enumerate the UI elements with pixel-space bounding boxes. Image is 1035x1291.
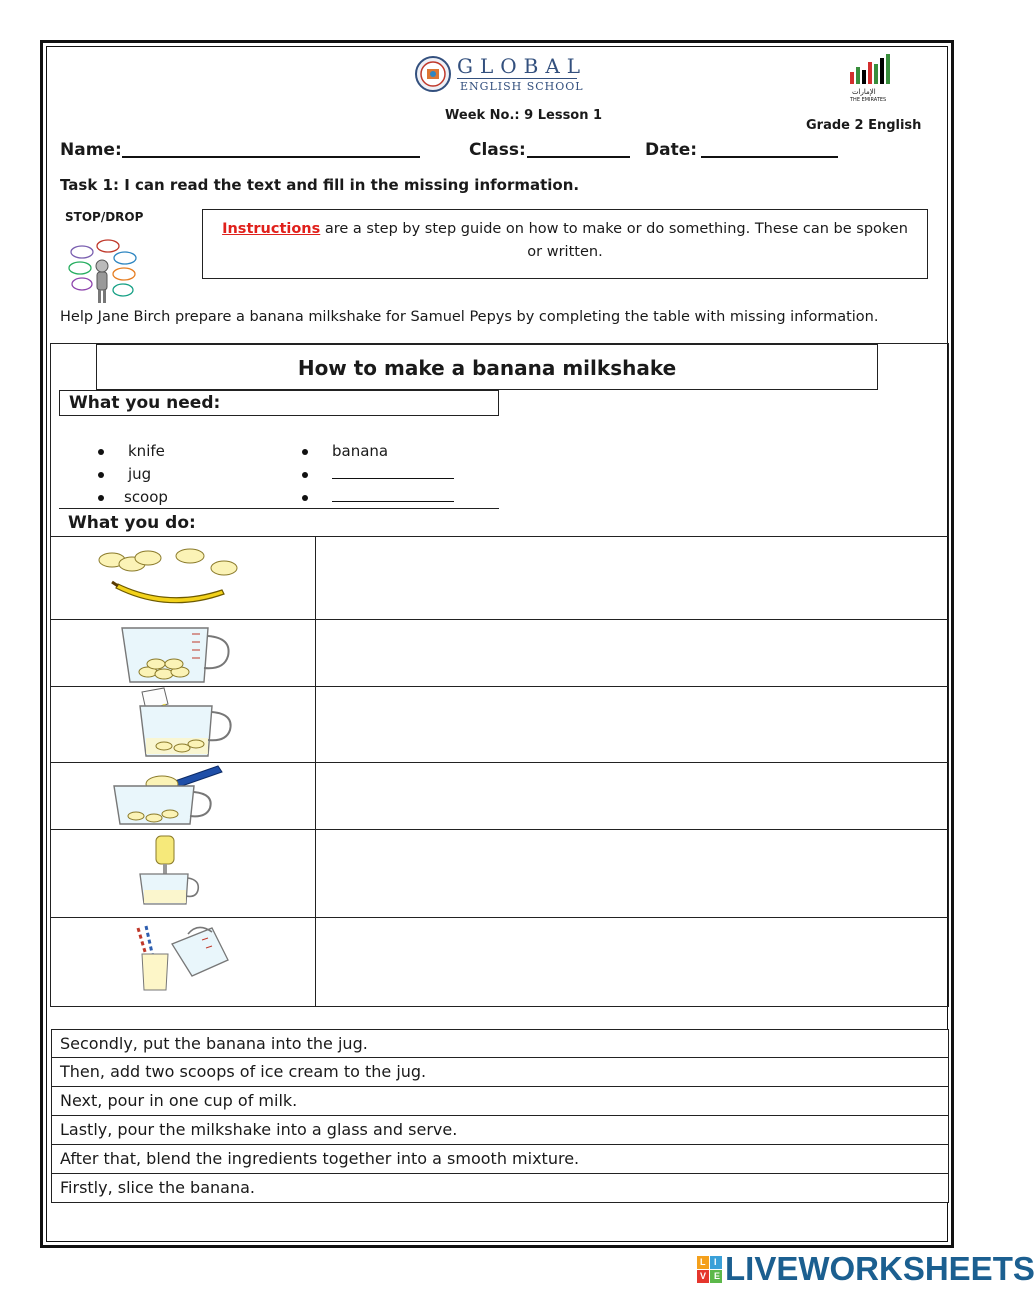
class-field[interactable]: [527, 142, 630, 158]
date-label: Date:: [645, 140, 698, 160]
ingredient-item: scoop: [98, 488, 168, 506]
instructions-text: are a step by step guide on how to make or do something. These can be spoken or written.: [320, 221, 908, 260]
logo-badge-letters: L I V E: [700, 1257, 721, 1281]
sentence-option[interactable]: Secondly, put the banana into the jug.: [51, 1029, 949, 1058]
name-label: Name:: [60, 140, 122, 160]
grade-label: Grade 2 English: [806, 118, 922, 133]
ingredient-blank[interactable]: [302, 488, 454, 506]
do-heading: What you do:: [68, 513, 196, 533]
need-bottom-rule: [59, 508, 499, 509]
ice-cream-scoop-icon: [110, 764, 226, 826]
week-lesson-label: Week No.: 9 Lesson 1: [445, 108, 603, 123]
date-field[interactable]: [701, 142, 838, 158]
step-1-answer[interactable]: [316, 537, 948, 619]
ingredient-item: banana: [302, 442, 388, 460]
emirates-label: THE EMIRATES: [850, 97, 887, 103]
blender-icon: [132, 834, 202, 906]
school-crest-icon: [415, 56, 451, 92]
sentence-option[interactable]: Lastly, pour the milkshake into a glass and serve.: [51, 1116, 949, 1145]
ingredient-item: knife: [98, 442, 165, 460]
step-5-answer[interactable]: [316, 830, 948, 917]
logo-divider: [457, 78, 577, 79]
emirates-arabic: الإمارات: [852, 88, 876, 96]
need-heading: What you need:: [59, 390, 499, 416]
steps-thinking-icon: [68, 232, 138, 306]
instructions-box: [202, 209, 928, 279]
step-6-answer[interactable]: [316, 918, 948, 1006]
name-field[interactable]: [122, 142, 420, 158]
emirates-logo-icon: [848, 52, 894, 92]
jug-with-banana-icon: [118, 624, 236, 684]
sentence-option[interactable]: Then, add two scoops of ice cream to the jug.: [51, 1058, 949, 1087]
help-text: Help Jane Birch prepare a banana milkshake for Samuel Pepys by completing the table with missing information.: [60, 309, 879, 325]
stop-drop-label: STOP/DROP: [65, 210, 144, 224]
step-3-answer[interactable]: [316, 687, 948, 762]
sentence-option[interactable]: Firstly, slice the banana.: [51, 1174, 949, 1203]
ingredient-item: jug: [98, 465, 151, 483]
task-title: Task 1: I can read the text and fill in the missing information.: [60, 176, 580, 194]
recipe-title: How to make a banana milkshake: [96, 344, 878, 390]
step-4-answer[interactable]: [316, 763, 948, 829]
class-label: Class:: [469, 140, 526, 160]
sentence-option[interactable]: After that, blend the ingredients together into a smooth mixture.: [51, 1145, 949, 1174]
glass-serve-icon: [132, 926, 232, 992]
sentence-option[interactable]: Next, pour in one cup of milk.: [51, 1087, 949, 1116]
school-name-sub: ENGLISH SCHOOL: [460, 80, 584, 93]
school-name-main: GLOBAL: [457, 54, 588, 78]
pour-milk-icon: [134, 688, 236, 758]
liveworksheets-brand[interactable]: LIVEWORKSHEETS: [725, 1250, 1035, 1287]
instructions-keyword: Instructions: [222, 221, 321, 237]
ingredient-blank[interactable]: [302, 465, 454, 483]
step-2-answer[interactable]: [316, 620, 948, 686]
banana-slices-icon: [98, 544, 244, 606]
